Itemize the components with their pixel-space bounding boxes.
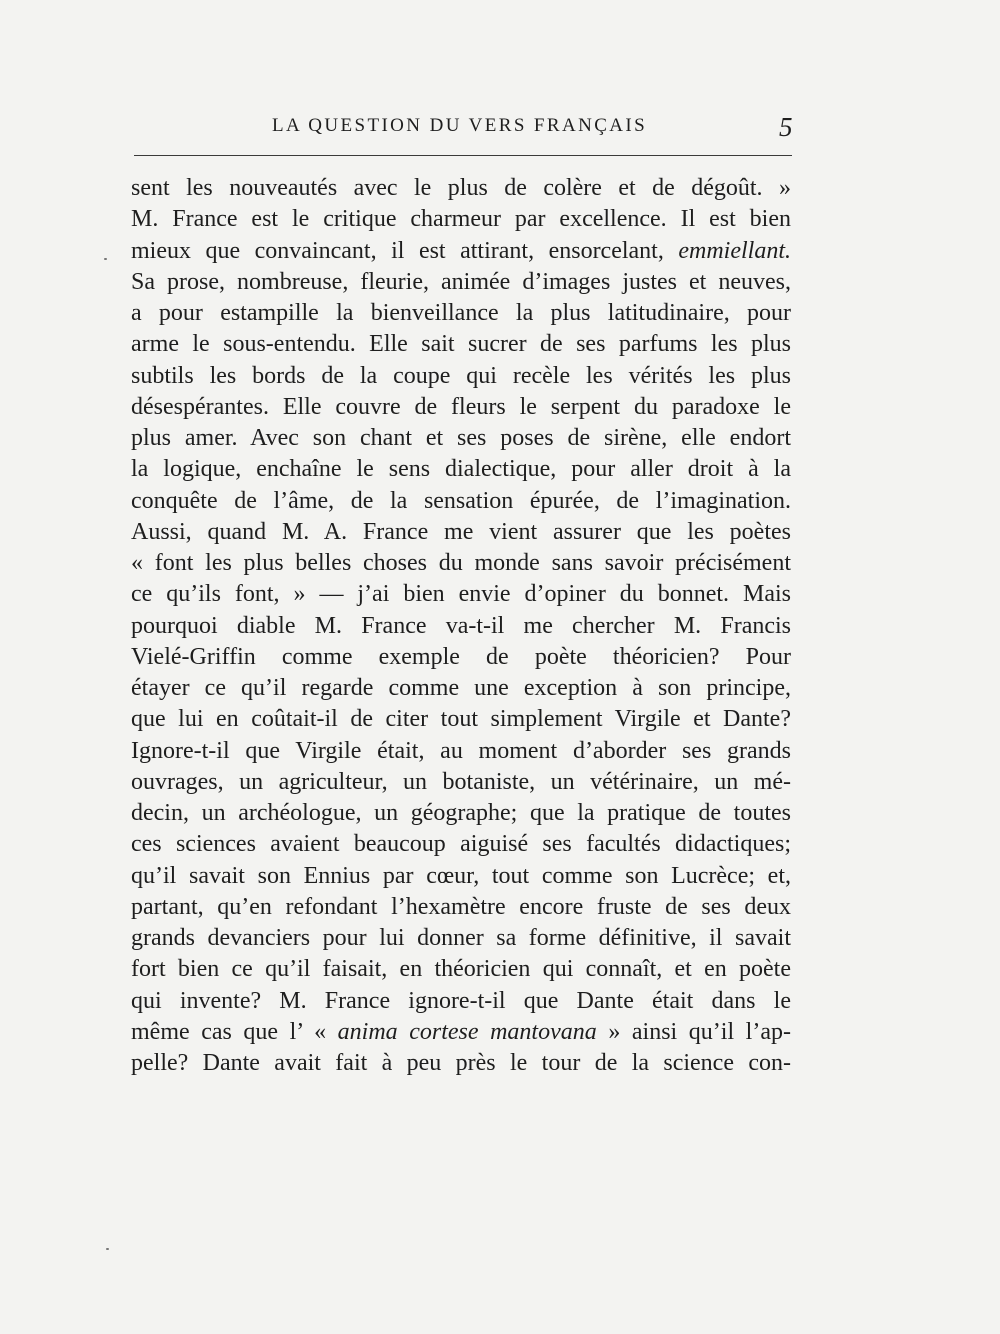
text-line: ouvrages, un agriculteur, un botaniste, un vétérinaire, un mé- [131, 768, 791, 795]
running-head-title: LA QUESTION DU VERS FRANÇAIS [272, 115, 648, 136]
header-rule [134, 155, 792, 156]
text-line: désespérantes. Elle couvre de fleurs le serpent du paradoxe le [131, 393, 791, 420]
text-line: grands devanciers pour lui donner sa forme définitive, il savait [131, 925, 791, 951]
text-line: partant, qu’en refondant l’hexamètre encore fruste de ses deux [131, 893, 791, 920]
text-line: conquête de l’âme, de la sensation épurée, de l’imagination. [131, 487, 791, 514]
text-line: ces sciences avaient beaucoup aiguisé ses facultés didactiques; [131, 831, 791, 858]
text-line: fort bien ce qu’il faisait, en théoricien qui connaît, et en poète [131, 956, 791, 983]
text-line: « font les plus belles choses du monde sans savoir précisément [131, 550, 791, 576]
text-line: qu’il savait son Ennius par cœur, tout comme son Lucrèce; et, [131, 862, 791, 889]
text-line [131, 236, 791, 267]
text-line: Vielé-Griffin comme exemple de poète théoricien? Pour [131, 643, 791, 670]
text-line: étayer ce qu’il regarde comme une exception à son principe, [131, 675, 791, 701]
text-line: subtils les bords de la coupe qui recèle les vérités les plus [131, 362, 791, 389]
text-line: que lui en coûtait-il de citer tout simplement Virgile et Dante? [131, 706, 791, 733]
text-segment: » ainsi qu’il l’ap- [596, 1018, 791, 1045]
text-line: Sa prose, nombreuse, fleurie, animée d’images justes et neuves, [131, 268, 791, 295]
text-line: Aussi, quand M. A. France me vient assurer que les poètes [131, 518, 791, 545]
text-segment: même cas que l’ « [131, 1018, 338, 1045]
text-line: decin, un archéologue, un géographe; que la pratique de toutes [131, 800, 791, 826]
text-line: pelle? Dante avait fait à peu près le tour de la science con- [131, 1050, 791, 1076]
text-line: la logique, enchaîne le sens dialectique, pour aller droit à la [131, 456, 791, 483]
text-line: plus amer. Avec son chant et ses poses de sirène, elle endort [131, 425, 791, 451]
text-line: Ignore-t-il que Virgile était, au moment d’aborder ses grands [131, 737, 791, 764]
italic-word: emmiellant. [678, 237, 791, 264]
text-segment: mieux que convaincant, il est attirant, ensorcelant, [131, 237, 679, 264]
paper-speck [106, 1248, 109, 1250]
italic-phrase: anima cortese mantovana [337, 1018, 597, 1045]
text-line: M. France est le critique charmeur par excellence. Il est bien [131, 206, 791, 233]
text-line: sent les nouveautés avec le plus de colère et de dégoût. » [131, 175, 791, 201]
text-line: qui invente? M. France ignore-t-il que Dante était dans le [131, 987, 791, 1014]
text-line: pourquoi diable M. France va-t-il me chercher M. Francis [131, 612, 791, 639]
text-line [131, 1017, 791, 1048]
page-number: 5 [779, 112, 793, 142]
text-line: arme le sous-entendu. Elle sait sucrer de ses parfums les plus [131, 331, 791, 358]
body-text [131, 173, 791, 1079]
paper-speck [104, 258, 107, 260]
text-line: ce qu’ils font, » — j’ai bien envie d’opiner du bonnet. Mais [131, 581, 791, 608]
text-line: a pour estampille la bienveillance la plus latitudinaire, pour [131, 300, 791, 326]
